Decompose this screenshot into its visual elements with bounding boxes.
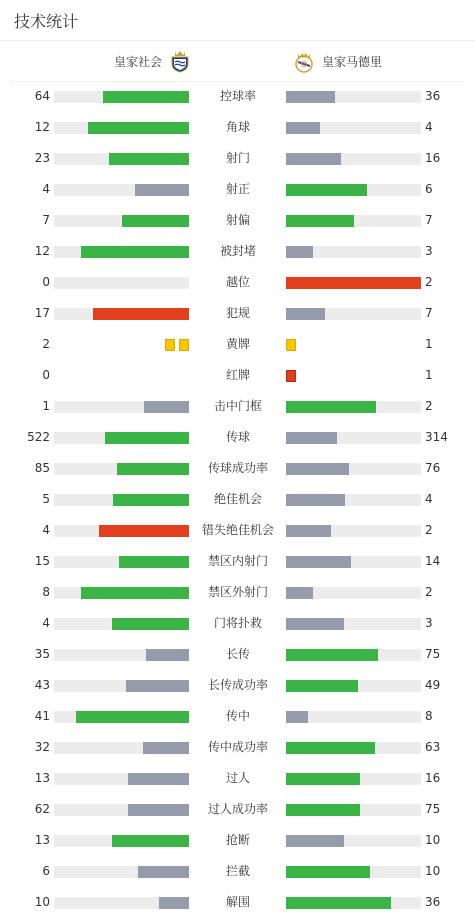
away-stat-value: 49 [425,678,441,692]
home-stat-bar-track [54,432,189,444]
stat-label: 过人成功率 [207,802,268,816]
away-team[interactable] [292,41,382,81]
away-stat-value: 10 [425,864,441,878]
home-stat-value: 17 [34,306,50,320]
away-stat-bar [286,401,376,413]
away-stat-bar [286,897,391,909]
away-stat-value: 36 [425,895,441,909]
away-stat-value: 8 [425,709,433,723]
away-stat-bar-track [286,308,421,320]
team-header [10,41,465,82]
yellow-card-icon [286,339,296,351]
away-stat-bar [286,587,313,599]
home-stat-value: 64 [34,89,50,103]
away-stat-bar-track [286,153,421,165]
home-stat-value: 4 [42,182,50,196]
home-stat-bar-track [54,556,189,568]
stat-row [0,825,475,856]
home-stat-bar [112,618,189,630]
stat-label: 射正 [225,182,250,196]
home-stat-value: 35 [34,647,50,661]
home-stat-bar [93,308,189,320]
stat-row [0,701,475,732]
home-stat-bar [159,897,189,909]
home-stat-bar-track [54,277,189,289]
home-stat-value: 12 [34,244,50,258]
home-stat-bar-track [54,308,189,320]
away-stat-value: 2 [425,523,433,537]
stat-label: 角球 [225,120,250,134]
home-stat-bar-track [54,91,189,103]
away-stat-bar-track [286,494,421,506]
away-stat-value: 36 [425,89,441,103]
stat-label: 拦截 [225,864,250,878]
away-stat-bar [286,184,367,196]
home-stat-value: 1 [42,399,50,413]
page-title [0,0,475,41]
stat-label: 犯规 [225,306,250,320]
home-stat-value: 0 [42,275,50,289]
home-stat-bar [144,401,189,413]
stat-label: 越位 [225,275,250,289]
home-stat-value: 32 [34,740,50,754]
stat-label: 过人 [225,771,250,785]
home-stat-bar-track [54,897,189,909]
away-stat-bar-track [286,277,421,289]
away-stat-bar [286,618,344,630]
yellow-card-icon [165,339,175,351]
stat-row [0,639,475,670]
away-stat-value: 16 [425,151,441,165]
stat-row [0,298,475,329]
home-stat-value: 0 [42,368,50,382]
stat-label: 传球成功率 [207,461,268,475]
away-stat-value: 14 [425,554,441,568]
stat-row [0,856,475,887]
stat-label: 传球 [225,430,250,444]
away-stat-value: 6 [425,182,433,196]
home-stat-value: 13 [34,833,50,847]
stat-row [0,143,475,174]
away-stat-bar [286,649,378,661]
away-stat-bar-track [286,525,421,537]
home-stat-value: 43 [34,678,50,692]
stat-label: 击中门框 [213,399,262,413]
home-stat-bar-track [54,680,189,692]
away-stat-bar-track [286,711,421,723]
away-stat-bar [286,494,345,506]
stat-row [0,453,475,484]
away-stat-value: 7 [425,306,433,320]
away-stat-value: 4 [425,120,433,134]
home-team-name: 皇家社会 [114,54,163,69]
stat-label: 被封堵 [219,244,256,258]
away-stat-bar-track [286,649,421,661]
away-stat-bar-track [286,680,421,692]
stat-row [0,391,475,422]
home-stat-bar [143,742,189,754]
stat-label: 黄牌 [225,337,250,351]
away-stat-bar [286,463,349,475]
home-stat-value: 12 [34,120,50,134]
stat-label: 传中成功率 [207,740,268,754]
away-stat-bar [286,866,370,878]
away-stat-bar-track [286,587,421,599]
stat-label: 长传 [225,647,250,661]
home-stat-bar-track [54,587,189,599]
home-stat-bar [105,432,189,444]
home-stat-value: 522 [27,430,50,444]
home-stat-bar [128,804,189,816]
home-stat-value: 8 [42,585,50,599]
away-stat-bar [286,680,358,692]
away-stat-value: 75 [425,647,441,661]
home-stat-bar-track [54,866,189,878]
home-stat-bar [99,525,189,537]
home-stat-bar-track [54,711,189,723]
stat-row [0,329,475,360]
away-stat-bar-track [286,866,421,878]
home-stat-bar-track [54,742,189,754]
home-stat-value: 4 [42,616,50,630]
away-stat-bar [286,742,375,754]
yellow-card-icon [179,339,189,351]
stat-row [0,608,475,639]
away-stat-value: 76 [425,461,441,475]
away-stat-bar [286,308,325,320]
away-stat-bar [286,215,354,227]
away-stat-value: 3 [425,616,433,630]
home-stat-bar [122,215,190,227]
away-stat-bar [286,277,421,289]
stat-row [0,236,475,267]
away-stat-bar-track [286,742,421,754]
home-stat-bar-track [54,122,189,134]
home-stat-value: 4 [42,523,50,537]
home-stat-bar-track [54,773,189,785]
stat-row [0,422,475,453]
stat-label: 射门 [225,151,250,165]
away-stat-value: 2 [425,399,433,413]
home-stat-value: 62 [34,802,50,816]
away-stat-bar-track [286,122,421,134]
stat-row [0,577,475,608]
stat-label: 抢断 [225,833,250,847]
away-stat-bar [286,122,320,134]
home-stat-bar-track [54,215,189,227]
away-stat-bar [286,525,331,537]
stat-row [0,887,475,918]
away-stat-value: 3 [425,244,433,258]
away-stat-bar-track [286,91,421,103]
home-stat-bar [109,153,189,165]
away-stat-value: 2 [425,275,433,289]
home-stat-bar [81,587,189,599]
home-stat-bar [113,494,189,506]
home-stat-value: 15 [34,554,50,568]
home-team[interactable] [114,41,192,81]
home-stat-bar-track [54,804,189,816]
away-stat-bar [286,153,341,165]
home-stat-value: 41 [34,709,50,723]
stat-label: 控球率 [219,89,256,103]
home-stat-bar-track [54,649,189,661]
stat-label: 解围 [225,895,250,909]
home-stat-bar [88,122,189,134]
away-stat-value: 7 [425,213,433,227]
home-stat-bar [128,773,189,785]
stat-row [0,112,475,143]
stat-label: 绝佳机会 [213,492,262,506]
home-stat-bar [126,680,189,692]
away-stat-value: 75 [425,802,441,816]
away-stat-value: 63 [425,740,441,754]
stat-row [0,670,475,701]
home-stat-bar-track [54,494,189,506]
stat-row [0,267,475,298]
away-stat-bar-track [286,618,421,630]
home-stat-value: 2 [42,337,50,351]
stats-list [0,81,475,918]
home-stat-bar [119,556,189,568]
home-stat-value: 7 [42,213,50,227]
home-stat-value: 85 [34,461,50,475]
away-stat-value: 4 [425,492,433,506]
away-stat-bar-track [286,773,421,785]
home-stat-bar [103,91,189,103]
away-stat-bar-track [286,432,421,444]
home-cards [165,339,189,351]
away-cards [286,370,296,382]
home-stat-value: 5 [42,492,50,506]
stat-row [0,794,475,825]
home-stat-bar-track [54,463,189,475]
home-stat-bar [135,184,189,196]
away-stat-bar-track [286,897,421,909]
away-stat-value: 2 [425,585,433,599]
home-stat-bar [81,246,189,258]
home-stat-bar-track [54,618,189,630]
stat-label: 错失绝佳机会 [201,523,274,537]
away-cards [286,339,296,351]
away-stat-bar [286,711,308,723]
away-stat-bar [286,246,313,258]
away-stat-bar [286,432,337,444]
away-stat-bar [286,556,351,568]
home-stat-value: 6 [42,864,50,878]
stat-row [0,205,475,236]
home-stat-value: 10 [34,895,50,909]
home-stat-bar-track [54,184,189,196]
home-stat-bar [76,711,189,723]
away-stat-bar-track [286,246,421,258]
stat-row [0,732,475,763]
away-stat-value: 1 [425,368,433,382]
home-stat-bar-track [54,153,189,165]
away-stat-bar [286,804,360,816]
away-stat-bar [286,835,344,847]
red-card-icon [286,370,296,382]
away-stat-bar [286,773,360,785]
stat-label: 门将扑救 [213,616,262,630]
away-stat-value: 10 [425,833,441,847]
home-stat-bar-track [54,525,189,537]
away-stat-value: 1 [425,337,433,351]
home-stat-bar [146,649,189,661]
home-stat-bar [112,835,189,847]
away-stat-value: 314 [425,430,448,444]
page-title-text: 技术统计 [14,11,79,31]
away-stat-bar-track [286,835,421,847]
away-stat-bar-track [286,804,421,816]
stat-row [0,546,475,577]
away-stat-value: 16 [425,771,441,785]
home-stat-value: 23 [34,151,50,165]
away-stat-bar-track [286,215,421,227]
stat-row [0,515,475,546]
away-team-crest-icon [292,49,316,73]
stat-label: 禁区内射门 [207,554,268,568]
away-stat-bar-track [286,184,421,196]
away-stat-bar-track [286,463,421,475]
stat-row [0,763,475,794]
home-stat-bar-track [54,401,189,413]
home-team-crest-icon [168,49,192,73]
stat-label: 传中 [225,709,250,723]
away-stat-bar-track [286,556,421,568]
home-stat-bar-track [54,246,189,258]
stat-label: 长传成功率 [207,678,268,692]
away-stat-bar-track [286,401,421,413]
stat-row [0,174,475,205]
home-stat-value: 13 [34,771,50,785]
home-stat-bar-track [54,835,189,847]
home-stat-bar [117,463,189,475]
stat-row [0,360,475,391]
stat-label: 射偏 [225,213,250,227]
stat-label: 红牌 [225,368,250,382]
home-stat-bar [138,866,189,878]
stat-label: 禁区外射门 [207,585,268,599]
stat-row [0,484,475,515]
away-team-name: 皇家马德里 [322,54,383,69]
stat-row [0,81,475,112]
away-stat-bar [286,91,335,103]
